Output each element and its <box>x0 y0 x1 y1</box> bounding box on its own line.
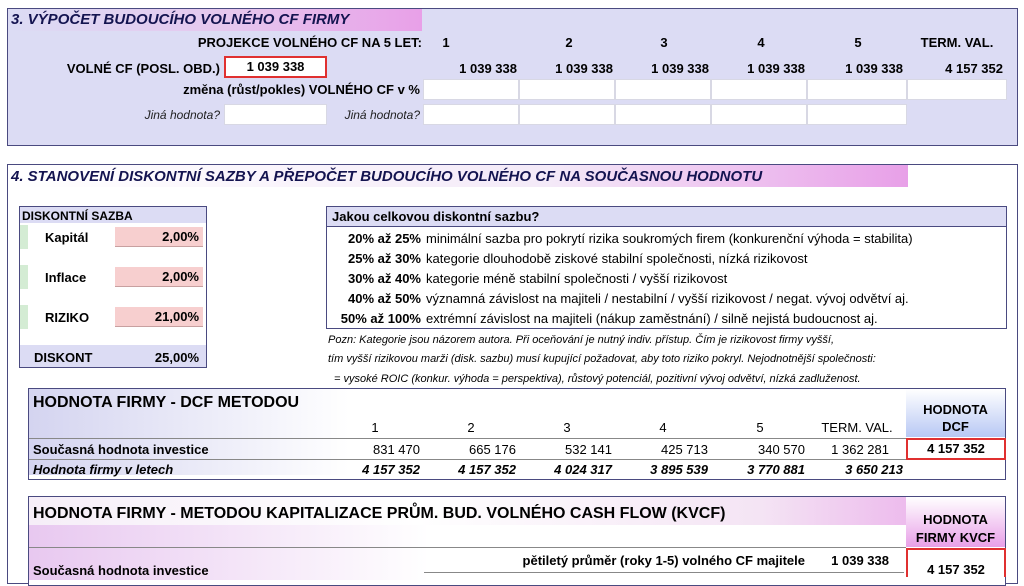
range-2: 25% až 30% <box>348 251 421 266</box>
note-line-2: tím vyšší rizikovou marži (disk. sazbu) musí kupující požadovat, aby toto riziko pokryl. Nejodnotnější společnosti: <box>328 353 876 365</box>
other-input-4[interactable] <box>711 104 807 125</box>
col-header-1: 1 <box>442 35 450 50</box>
note-line-1: Pozn: Kategorie jsou názorem autora. Při oceňování je nutný indiv. přístup. Čím je rizikovost firmy vyšší, <box>328 334 835 346</box>
dcf-pv-term: 1 362 281 <box>831 442 889 457</box>
dcf-row-separator-2 <box>29 459 906 460</box>
other-value-label-2: Jiná hodnota? <box>344 108 420 122</box>
change-input-2[interactable] <box>519 79 615 100</box>
riziko-label: RIZIKO <box>45 310 90 325</box>
col-header-4: 4 <box>757 35 765 50</box>
range-desc-4: významná závislost na majiteli / nestabilní / vyšší rizikovost / negat. vývoj odvětví aj. <box>426 291 909 306</box>
kvcf-pv-label: Současná hodnota investice <box>33 563 209 578</box>
other-value-input-1[interactable] <box>224 104 327 125</box>
range-5: 50% až 100% <box>340 311 421 326</box>
range-desc-1: minimální sazba pro pokrytí rizika soukromých firem (konkurenční výhoda = stabilita) <box>426 231 913 246</box>
dcf-pv-label: Současná hodnota investice <box>33 442 209 457</box>
discount-green-strip-3 <box>20 305 28 329</box>
dcf-pv-1: 831 470 <box>373 442 420 457</box>
range-4: 40% až 50% <box>348 291 421 306</box>
cf-year-1: 1 039 338 <box>459 61 517 76</box>
dcf-pv-5: 340 570 <box>758 442 805 457</box>
other-input-2[interactable] <box>519 104 615 125</box>
dcf-value-header-2: DCF <box>942 419 969 434</box>
range-3: 30% až 40% <box>348 271 421 286</box>
kvcf-avg-label: pětiletý průměr (roky 1-5) volného CF majitele <box>522 553 805 568</box>
cf-year-5: 1 039 338 <box>845 61 903 76</box>
dcf-col-1: 1 <box>371 420 379 435</box>
kvcf-value-header-1: HODNOTA <box>923 512 988 527</box>
kvcf-row-separator <box>29 547 906 548</box>
col-header-2: 2 <box>565 35 573 50</box>
kvcf-avg-value: 1 039 338 <box>831 553 889 568</box>
change-input-5[interactable] <box>807 79 907 100</box>
change-input-3[interactable] <box>615 79 711 100</box>
cf-year-4: 1 039 338 <box>747 61 805 76</box>
section-3-title: 3. VÝPOČET BUDOUCÍHO VOLNÉHO CF FIRMY <box>11 11 350 28</box>
dcf-fv-4: 3 895 539 <box>650 462 708 477</box>
change-input-1[interactable] <box>423 79 519 100</box>
discount-green-strip-1 <box>20 225 28 249</box>
discount-green-strip-2 <box>20 265 28 289</box>
discount-question-title: Jakou celkovou diskontní sazbu? <box>332 209 540 224</box>
dcf-col-4: 4 <box>659 420 667 435</box>
range-desc-3: kategorie méně stabilní společnosti / vyšší rizikovost <box>426 271 728 286</box>
dcf-col-term: TERM. VAL. <box>821 420 893 435</box>
kapital-input[interactable]: 2,00% <box>115 227 203 247</box>
other-input-1[interactable] <box>423 104 519 125</box>
diskont-label: DISKONT <box>34 350 93 365</box>
dcf-col-3: 3 <box>563 420 571 435</box>
dcf-row-separator <box>29 438 906 439</box>
change-input-term[interactable] <box>907 79 1007 100</box>
other-value-label-1: Jiná hodnota? <box>144 108 220 122</box>
kvcf-underline <box>424 572 904 573</box>
cf-value-input[interactable]: 1 039 338 <box>224 56 327 78</box>
section-4-title: 4. STANOVENÍ DISKONTNÍ SAZBY A PŘEPOČET BUDOUCÍHO VOLNÉHO CF NA SOUČASNOU HODNOTU <box>11 168 763 185</box>
dcf-fv-5: 3 770 881 <box>747 462 805 477</box>
dcf-fv-2: 4 157 352 <box>458 462 516 477</box>
dcf-fv-1: 4 157 352 <box>362 462 420 477</box>
discount-title: DISKONTNÍ SAZBA <box>22 209 133 223</box>
dcf-title: HODNOTA FIRMY - DCF METODOU <box>33 394 300 411</box>
other-input-3[interactable] <box>615 104 711 125</box>
kvcf-value: 4 157 352 <box>906 548 1006 577</box>
col-header-term: TERM. VAL. <box>920 35 994 50</box>
change-input-4[interactable] <box>711 79 807 100</box>
col-header-3: 3 <box>660 35 668 50</box>
cf-term: 4 157 352 <box>945 61 1003 76</box>
other-input-5[interactable] <box>807 104 907 125</box>
note-line-3: = vysoké ROIC (konkur. výhoda = perspektiva), růstový potenciál, pozitivní vývoj odvětví, nízká zadluženost. <box>334 373 861 385</box>
dcf-fv-label: Hodnota firmy v letech <box>33 462 174 477</box>
dcf-pv-2: 665 176 <box>469 442 516 457</box>
range-1: 20% až 25% <box>348 231 421 246</box>
dcf-pv-3: 532 141 <box>565 442 612 457</box>
cf-year-2: 1 039 338 <box>555 61 613 76</box>
col-header-5: 5 <box>854 35 862 50</box>
change-label: změna (růst/pokles) VOLNÉHO CF v % <box>183 82 420 97</box>
dcf-col-5: 5 <box>756 420 764 435</box>
dcf-fv-term: 3 650 213 <box>845 462 903 477</box>
range-desc-5: extrémní závislost na majiteli (nákup zaměstnání) / silně nejistá budoucnost aj. <box>426 311 878 326</box>
cf-label: VOLNÉ CF (POSL. OBD.) <box>66 61 220 76</box>
inflace-label: Inflace <box>45 270 87 285</box>
cf-year-3: 1 039 338 <box>651 61 709 76</box>
riziko-input[interactable]: 21,00% <box>115 307 203 327</box>
dcf-pv-4: 425 713 <box>661 442 708 457</box>
inflace-input[interactable]: 2,00% <box>115 267 203 287</box>
dcf-value: 4 157 352 <box>906 438 1006 460</box>
range-desc-2: kategorie dlouhodobě ziskové stabilní společnosti, nízká rizikovost <box>426 251 808 266</box>
dcf-value-header-1: HODNOTA <box>923 402 988 417</box>
projection-label: PROJEKCE VOLNÉHO CF NA 5 LET: <box>197 35 422 50</box>
dcf-col-2: 2 <box>467 420 475 435</box>
kapital-label: Kapitál <box>45 230 89 245</box>
diskont-value: 25,00% <box>154 350 199 365</box>
kvcf-value-header-2: FIRMY KVCF <box>915 530 996 545</box>
kvcf-title: HODNOTA FIRMY - METODOU KAPITALIZACE PRŮM. BUD. VOLNÉHO CASH FLOW (KVCF) <box>33 505 726 522</box>
dcf-fv-3: 4 024 317 <box>554 462 612 477</box>
